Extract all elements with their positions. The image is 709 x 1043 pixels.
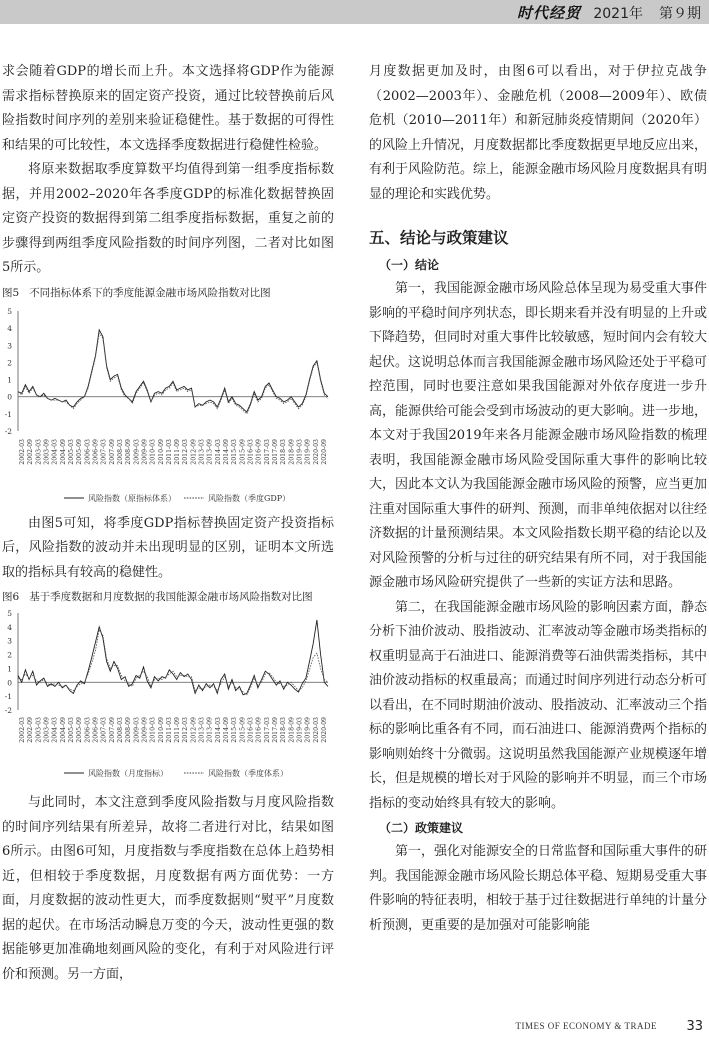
x-tick-label: 2020-03 bbox=[312, 438, 320, 465]
x-tick-label: 2004-03 bbox=[51, 438, 59, 465]
x-tick-label: 2015-03 bbox=[231, 717, 239, 743]
y-tick-label: 5 bbox=[7, 609, 12, 618]
x-tick-label: 2016-09 bbox=[255, 717, 263, 743]
x-tick-label: 2002-03 bbox=[19, 438, 26, 465]
y-tick-label: 5 bbox=[7, 306, 12, 316]
x-tick-label: 2005-09 bbox=[76, 717, 84, 743]
issue-number: 第９期 bbox=[659, 6, 701, 22]
x-tick-label: 2003-09 bbox=[43, 717, 51, 743]
x-tick-label: 2017-03 bbox=[263, 717, 271, 743]
x-tick-label: 2019-03 bbox=[296, 717, 304, 743]
y-tick-label: 1 bbox=[7, 664, 12, 674]
x-tick-label: 2004-09 bbox=[59, 717, 67, 743]
x-tick-label: 2009-03 bbox=[133, 438, 141, 465]
x-tick-label: 2007-09 bbox=[108, 717, 116, 743]
x-tick-label: 2014-09 bbox=[223, 438, 231, 465]
x-tick-label: 2011-03 bbox=[165, 438, 173, 465]
x-tick-label: 2009-09 bbox=[141, 438, 149, 465]
x-tick-label: 2007-09 bbox=[108, 438, 116, 465]
y-tick-label: -1 bbox=[4, 409, 12, 419]
figure-title: 基于季度数据和月度数据的我国能源金融市场风险指数对比图 bbox=[29, 591, 313, 603]
series-line bbox=[18, 630, 328, 695]
y-tick-label: 4 bbox=[7, 323, 12, 333]
paragraph: 由图5可知，将季度GDP指标替换固定资产投资指标后，风险指数的波动并未出现明显的区别，证明本文所选取的指标具有较高的稳健性。 bbox=[2, 515, 334, 580]
x-tick-label: 2017-09 bbox=[272, 438, 280, 465]
x-tick-label: 2005-09 bbox=[76, 438, 84, 465]
figure-6-chart bbox=[2, 607, 334, 785]
x-tick-label: 2016-09 bbox=[255, 438, 263, 465]
series-line bbox=[18, 329, 328, 411]
figure-6-caption bbox=[2, 589, 334, 605]
x-tick-label: 2006-09 bbox=[92, 717, 100, 743]
x-tick-label: 2019-09 bbox=[304, 717, 312, 743]
x-tick-label: 2012-09 bbox=[190, 438, 198, 465]
x-tick-label: 2018-03 bbox=[280, 717, 288, 743]
paragraph: 与此同时，本文注意到季度风险指数与月度风险指数的时间序列结果有所差异，故将二者进行对比，结果如图6所示。由图6可知，月度指数与季度指数在总体上趋势相近，但相较于季度数据，月度数据有两方面优势：一方面，月度数据的波动性更大，而季度数据则“熨平”月度数据的起伏。在市场活动瞬息万变的今天，波动性更强的数据能够更加准确地刻画风险的变化，有利于对风险进行评价和预测。另一方面， bbox=[2, 795, 334, 982]
x-tick-label: 2019-09 bbox=[304, 438, 312, 465]
x-tick-label: 2009-03 bbox=[133, 717, 141, 743]
x-tick-label: 2015-09 bbox=[239, 717, 247, 743]
x-tick-label: 2004-09 bbox=[59, 438, 67, 465]
x-tick-label: 2020-03 bbox=[312, 717, 320, 743]
x-tick-label: 2010-03 bbox=[149, 438, 157, 465]
y-tick-label: 1 bbox=[7, 375, 12, 385]
x-tick-label: 2017-03 bbox=[263, 438, 271, 465]
page-number: 33 bbox=[686, 1019, 703, 1034]
x-tick-label: 2013-09 bbox=[206, 717, 214, 743]
x-tick-label: 2006-03 bbox=[84, 438, 92, 465]
x-tick-label: 2011-03 bbox=[165, 717, 173, 743]
x-tick-label: 2019-03 bbox=[296, 438, 304, 465]
series-line bbox=[18, 620, 328, 695]
left-column bbox=[2, 60, 334, 987]
y-tick-label: 4 bbox=[7, 622, 12, 632]
x-tick-label: 2007-03 bbox=[100, 717, 108, 743]
figure-title: 不同指标体系下的季度能源金融市场风险指数对比图 bbox=[29, 286, 271, 299]
y-tick-label: 0 bbox=[7, 678, 12, 688]
x-tick-label: 2005-03 bbox=[67, 438, 75, 465]
issue-year: 2021年 bbox=[593, 6, 643, 22]
x-tick-label: 2005-03 bbox=[67, 717, 75, 743]
x-tick-label: 2010-03 bbox=[149, 717, 157, 743]
paragraph: 求会随着GDP的增长而上升。本文选择将GDP作为能源需求指标替换原来的固定资产投资，通过比较替换前后风险指数时间序列的差别来验证稳健性。基于数据的可得性和结果的可比较性，本文选择季度数据进行稳健性检验。 bbox=[2, 64, 334, 153]
x-tick-label: 2017-09 bbox=[272, 717, 280, 743]
x-tick-label: 2014-03 bbox=[214, 438, 222, 465]
y-tick-label: 2 bbox=[7, 650, 12, 660]
y-tick-label: 3 bbox=[7, 340, 12, 350]
x-tick-label: 2020-09 bbox=[321, 438, 328, 465]
x-tick-label: 2006-09 bbox=[92, 438, 100, 465]
x-tick-label: 2018-03 bbox=[280, 438, 288, 465]
x-tick-label: 2002-03 bbox=[19, 717, 26, 743]
y-tick-label: -2 bbox=[4, 706, 12, 715]
journal-name: 时代经贸 bbox=[516, 4, 581, 22]
x-tick-label: 2009-09 bbox=[141, 717, 149, 743]
x-tick-label: 2008-09 bbox=[125, 717, 133, 743]
x-tick-label: 2004-03 bbox=[51, 717, 59, 743]
figure-5-chart bbox=[2, 303, 334, 508]
x-tick-label: 2018-09 bbox=[288, 717, 296, 743]
x-tick-label: 2011-09 bbox=[174, 438, 182, 465]
figure-number: 图5 bbox=[2, 286, 20, 299]
subsection-heading: （一）结论 bbox=[379, 258, 440, 272]
x-tick-label: 2016-03 bbox=[247, 438, 255, 465]
x-tick-label: 2014-09 bbox=[223, 717, 231, 743]
section-heading: 五、结论与政策建议 bbox=[369, 229, 509, 247]
x-tick-label: 2016-03 bbox=[247, 717, 255, 743]
legend-label: 风险指数（原指标体系） bbox=[88, 493, 176, 503]
x-tick-label: 2013-03 bbox=[198, 717, 206, 743]
x-tick-label: 2011-09 bbox=[174, 717, 182, 743]
right-column bbox=[369, 60, 707, 938]
footer-brand: TIMES OF ECONOMY & TRADE bbox=[515, 1021, 657, 1031]
paragraph: 第一，强化对能源安全的日常监督和国际重大事件的研判。我国能源金融市场风险长期总体平稳、短期易受重大事件影响的特征表明，相较于基于过往数据进行单纯的计量分析预测，更重要的是加强对可能影响能 bbox=[369, 844, 708, 933]
x-tick-label: 2012-03 bbox=[182, 438, 190, 465]
x-tick-label: 2002-09 bbox=[27, 438, 35, 465]
x-tick-label: 2008-09 bbox=[125, 438, 133, 465]
paragraph: 第一，我国能源金融市场风险总体呈现为易受重大事件影响的平稳时间序列状态，即长期来看并没有明显的上升或下降趋势，但同时对重大事件比较敏感，短时间内会有较大起伏。这说明总体而言我国能源金融市场风险还处于平稳可控范围，同时也要注意如果我国能源对外依存度进一步升高，能源供给可能会受到市场波动的更大影响。进一步地，本文对于我国2019年来各月能源金融市场风险指数的梳理表明，我国能源金融市场风险受国际重大事件的影响比较大，因此本文认为我国能源金融市场风险的预警，应当更加注重对国际重大事件的研判、预测，而非单纯依据对以往经济数据的计量预测结果。本文风险指数长期平稳的结论以及对风险预警的分析与过往的研究结果有所不同，对于我国能源金融市场风险研究提供了一些新的实证方法和思路。 bbox=[369, 281, 708, 590]
paragraph: 月度数据更加及时，由图6可以看出，对于伊拉克战争（2002—2003年）、金融危机（2008—2009年）、欧债危机（2010—2011年）和新冠肺炎疫情期间（2020年）的风险上升情况，月度数据都比季度数据更早地反应出来，有利于风险防范。综上，能源金融市场风险月度数据具有明显的理论和实践优势。 bbox=[369, 64, 708, 202]
legend-label: 风险指数（季度体系） bbox=[208, 769, 288, 778]
x-tick-label: 2015-03 bbox=[231, 438, 239, 465]
x-tick-label: 2013-09 bbox=[206, 438, 214, 465]
x-tick-label: 2014-03 bbox=[214, 717, 222, 743]
figure-number: 图6 bbox=[2, 591, 20, 603]
x-tick-label: 2008-03 bbox=[116, 717, 124, 743]
x-tick-label: 2010-09 bbox=[157, 438, 165, 465]
x-tick-label: 2003-03 bbox=[35, 717, 43, 743]
y-tick-label: -1 bbox=[4, 692, 12, 702]
y-tick-label: 0 bbox=[7, 392, 12, 402]
x-tick-label: 2015-09 bbox=[239, 438, 247, 465]
x-tick-label: 2007-03 bbox=[100, 438, 108, 465]
x-tick-label: 2012-09 bbox=[190, 717, 198, 743]
y-tick-label: -2 bbox=[4, 426, 12, 436]
paragraph: 第二，在我国能源金融市场风险的影响因素方面，静态分析下油价波动、股指波动、汇率波动等金融市场类指标的权重明显高于石油进口、能源消费等石油供需类指标，其中油价波动指标的权重最高；而通过时间序列进行动态分析可以看出，在不同时期油价波动、股指波动、汇率波动三个指标的影响比重各有不同，而石油进口、能源消费两个指标的影响则始终十分微弱。这说明虽然我国能源产业规模逐年增长，但是规模的增长对于风险的影响并不明显，而三个市场指标的变动始终具有较大的影响。 bbox=[369, 599, 708, 811]
y-tick-label: 3 bbox=[7, 636, 12, 646]
y-tick-label: 2 bbox=[7, 357, 12, 367]
figure-5-caption bbox=[2, 285, 334, 301]
page-header bbox=[0, 0, 709, 24]
x-tick-label: 2013-03 bbox=[198, 438, 206, 465]
x-tick-label: 2003-09 bbox=[43, 438, 51, 465]
x-tick-label: 2008-03 bbox=[116, 438, 124, 465]
paragraph: 将原来数据取季度算数平均值得到第一组季度指标数据，并用2002–2020年各季度GDP的标准化数据替换固定资产投资的数据得到第二组季度指标数据，重复之前的步骤得到两组季度风险指数的时间序列图，二者对比如图5所示。 bbox=[2, 162, 334, 275]
x-tick-label: 2020-09 bbox=[321, 717, 328, 743]
x-tick-label: 2002-09 bbox=[27, 717, 35, 743]
x-tick-label: 2006-03 bbox=[84, 717, 92, 743]
legend-label: 风险指数（月度指标） bbox=[88, 769, 168, 778]
subsection-heading: （二）政策建议 bbox=[379, 821, 464, 835]
x-tick-label: 2010-09 bbox=[157, 717, 165, 743]
series-line bbox=[18, 333, 328, 414]
legend-label: 风险指数（季度GDP） bbox=[208, 493, 291, 503]
x-tick-label: 2018-09 bbox=[288, 438, 296, 465]
x-tick-label: 2003-03 bbox=[35, 438, 43, 465]
x-tick-label: 2012-03 bbox=[182, 717, 190, 743]
